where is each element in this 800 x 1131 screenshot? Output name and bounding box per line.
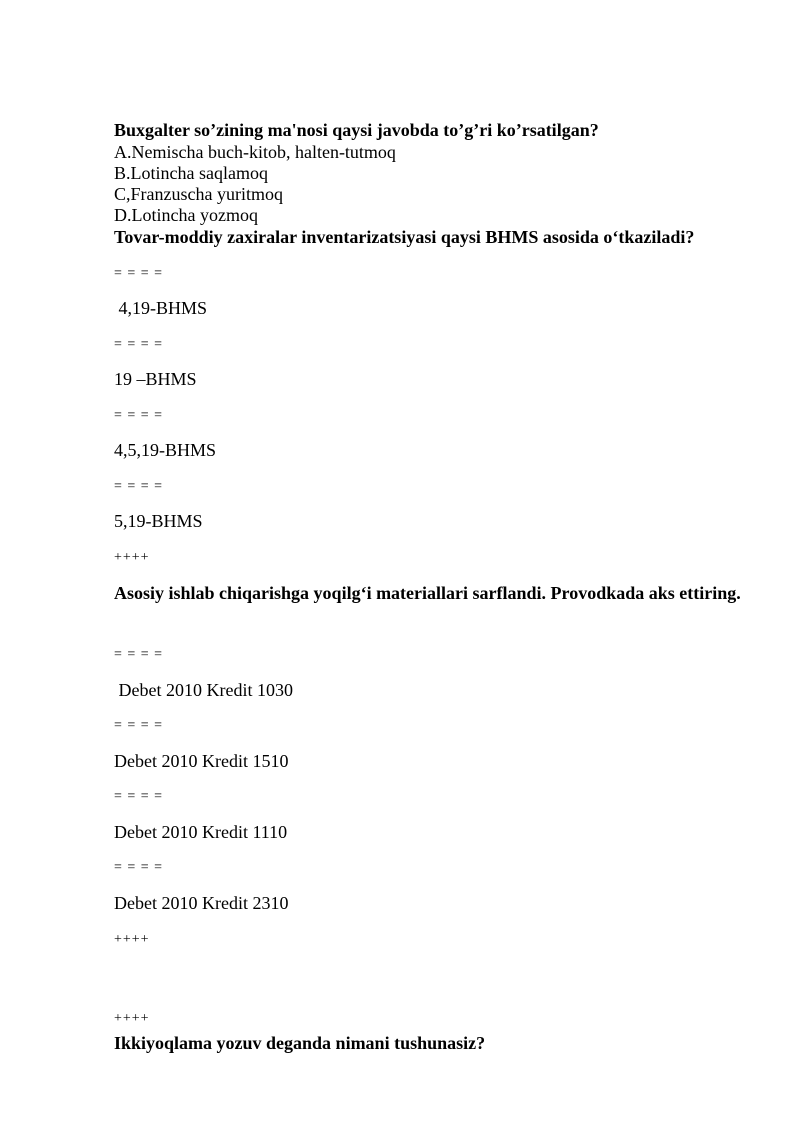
question-3-answer-2: Debet 2010 Kredit 1510 [114, 751, 289, 771]
question-3-answer-3: Debet 2010 Kredit 1110 [114, 822, 288, 842]
answer-separator: = = = = [114, 408, 164, 423]
answer-separator: = = = = [114, 718, 164, 733]
answer-separator: = = = = [114, 860, 164, 875]
question-1-option-d: D.Lotincha yozmoq [114, 205, 258, 225]
answer-separator: = = = = [114, 479, 164, 494]
answer-separator: = = = = [114, 337, 164, 352]
question-3-answer-4: Debet 2010 Kredit 2310 [114, 893, 289, 913]
answer-separator: = = = = [114, 647, 164, 662]
question-2-answer-3: 4,5,19-BHMS [114, 440, 217, 460]
answer-separator: = = = = [114, 266, 164, 281]
question-1-text: Buxgalter so’zining ma'nosi qaysi javobda to’g’ri ko’rsatilgan? [114, 120, 599, 140]
question-end-marker: ++++ [114, 932, 150, 947]
question-2-text: Tovar-moddiy zaxiralar inventarizatsiyasi qaysi BHMS asosida o‘tkaziladi? [114, 227, 695, 247]
question-1-option-b: B.Lotincha saqlamoq [114, 163, 268, 183]
answer-separator: = = = = [114, 789, 164, 804]
question-2-answer-2: 19 –BHMS [114, 369, 197, 389]
question-1-option-c: C,Franzuscha yuritmoq [114, 184, 283, 204]
question-end-marker: ++++ [114, 550, 150, 565]
question-start-marker: ++++ [114, 1011, 150, 1026]
question-3-answer-1: Debet 2010 Kredit 1030 [114, 680, 293, 700]
question-2-answer-4: 5,19-BHMS [114, 511, 203, 531]
question-1-option-a: A.Nemischa buch-kitob, halten-tutmoq [114, 142, 396, 162]
question-2-answer-1: 4,19-BHMS [114, 298, 208, 318]
question-3-text: Asosiy ishlab chiqarishga yoqilg‘i materiallari sarflandi. Provodkada aks ettiring. [114, 583, 741, 603]
question-4-text: Ikkiyoqlama yozuv deganda nimani tushunasiz? [114, 1033, 486, 1053]
